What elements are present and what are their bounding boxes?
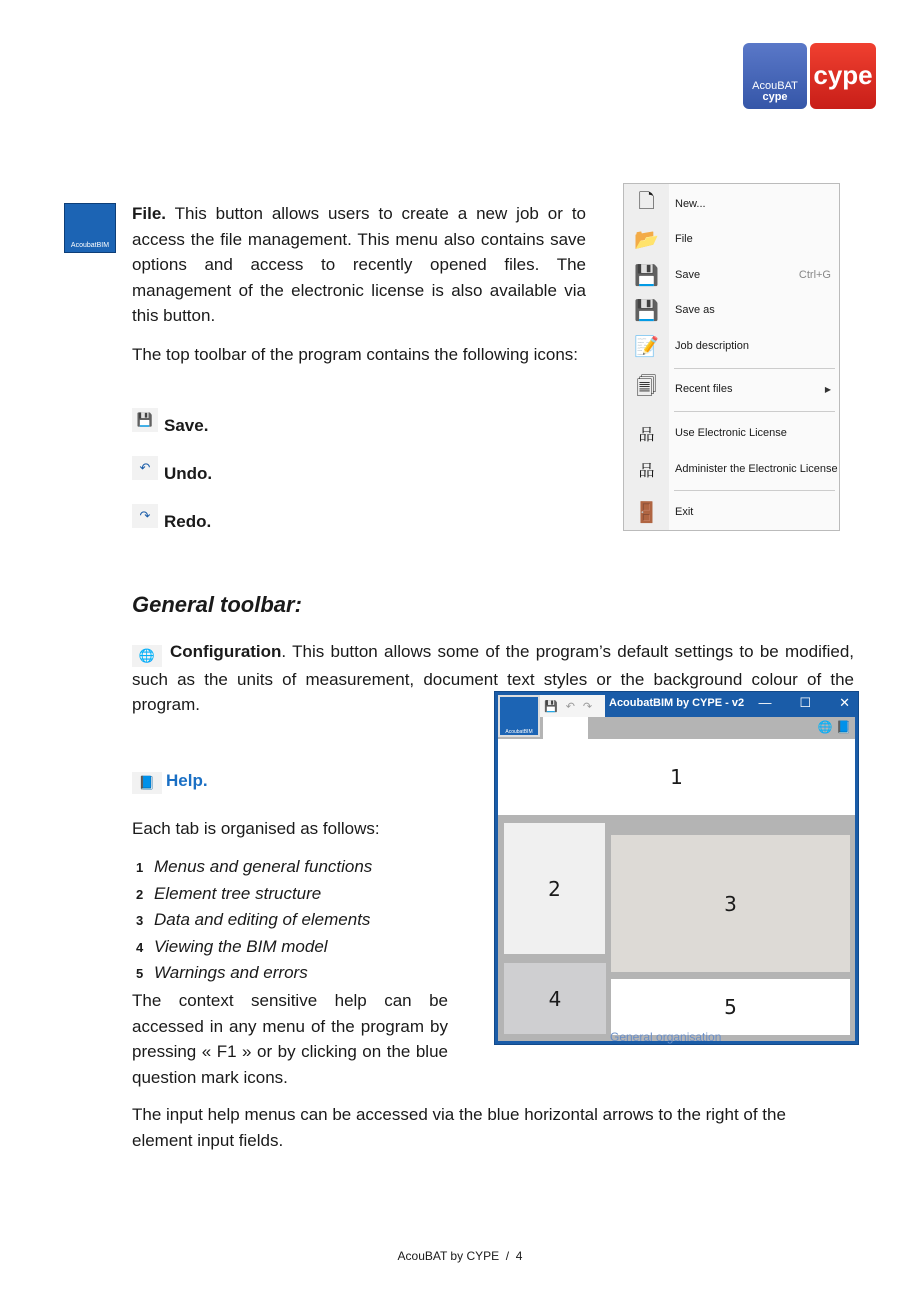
- menu-label: New...: [675, 198, 706, 210]
- save-as-icon: 💾: [634, 299, 659, 322]
- globe-config-icon: 🌐: [132, 645, 162, 667]
- list-item: [132, 960, 372, 987]
- tab-intro: Each tab is organised as follows:: [132, 819, 380, 838]
- tool-save: [132, 408, 212, 456]
- redo-icon: ↷: [132, 504, 158, 528]
- menu-item-recent-files[interactable]: [624, 375, 839, 403]
- list-number: 5: [136, 966, 144, 981]
- tool-label: Redo.: [164, 512, 212, 531]
- window-title: AcoubatBIM by CYPE - v2: [609, 697, 745, 709]
- logo-text: AcouBAT: [752, 80, 798, 92]
- save-icon: 💾: [634, 264, 659, 287]
- recent-files-icon: 🗐: [636, 376, 657, 398]
- menu-shortcut: Ctrl+G: [798, 269, 831, 281]
- new-document-icon: 🗋: [638, 191, 655, 213]
- menu-label: Save: [675, 269, 701, 281]
- save-icon: 💾: [132, 408, 158, 432]
- menu-item-save-as[interactable]: [624, 296, 839, 324]
- globe-config-icon[interactable]: 🌐: [817, 720, 833, 734]
- tool-label: Undo.: [164, 464, 213, 483]
- close-icon[interactable]: ✕: [839, 695, 850, 710]
- list-number: 2: [136, 886, 144, 902]
- app-icon-label: AcoubatBIM: [505, 729, 533, 735]
- menu-item-file[interactable]: [624, 225, 839, 253]
- panel-1: 1: [498, 739, 855, 815]
- section-heading: General toolbar:: [132, 592, 302, 617]
- undo-icon: ↶: [565, 700, 575, 713]
- list-text: Viewing the BIM model: [154, 936, 328, 956]
- help-book-icon: 📘: [132, 772, 162, 794]
- menu-label: Recent files: [675, 383, 733, 395]
- list-item: [132, 881, 372, 908]
- menu-item-administer-license[interactable]: [624, 455, 839, 483]
- logo-sub: cype: [762, 91, 788, 103]
- undo-icon: ↶: [132, 456, 158, 480]
- network-license-icon: 品: [638, 426, 655, 444]
- file-description: [132, 201, 586, 329]
- panel-5: 5: [611, 979, 850, 1035]
- figure-caption: General organisation: [610, 1030, 722, 1044]
- submenu-arrow-icon: ▶: [824, 384, 831, 394]
- app-file-button-icon: [64, 203, 116, 253]
- config-title: Configuration: [170, 642, 282, 661]
- menu-item-exit[interactable]: [624, 498, 839, 526]
- list-text: Data and editing of elements: [154, 910, 371, 929]
- list-text: Warnings and errors: [154, 963, 308, 982]
- help-book-icon[interactable]: 📘: [836, 720, 851, 734]
- quick-toolbar: [540, 695, 605, 717]
- help-entry: [132, 768, 208, 794]
- menu-label: Save as: [675, 304, 715, 316]
- file-menu: [623, 183, 840, 531]
- maximize-icon[interactable]: ☐: [799, 695, 812, 710]
- acoubat-logo: [743, 43, 807, 109]
- config-help-icons: [818, 720, 851, 734]
- menu-item-job-description[interactable]: [624, 332, 839, 360]
- file-section: [132, 201, 586, 367]
- tool-label: Save.: [164, 416, 209, 435]
- panel-4: 4: [504, 963, 606, 1034]
- window-body: [498, 717, 855, 1044]
- file-title: File.: [132, 204, 167, 223]
- list-item: [132, 934, 372, 961]
- cype-logo: cype: [810, 43, 876, 109]
- input-help-text: The input help menus can be accessed via the blue horizontal arrows to the right of the element input fields.: [132, 1105, 786, 1150]
- list-item: [132, 854, 372, 881]
- exit-door-icon: 🚪: [634, 501, 659, 524]
- save-icon: 💾: [544, 700, 558, 713]
- list-text: Menus and general functions: [154, 857, 373, 876]
- config-text: . This button allows some of the program’s default settings to be modified, such as the units of measurement, document text styles or the background colour of the program.: [132, 642, 854, 715]
- menu-label: Job description: [675, 340, 749, 352]
- list-number: 4: [136, 939, 144, 955]
- menu-item-save[interactable]: [624, 261, 839, 289]
- menu-label: Use Electronic License: [675, 427, 787, 439]
- app-icon-label: AcoubatBIM: [70, 242, 110, 249]
- page-footer: AcouBAT by CYPE / 4: [397, 1249, 523, 1263]
- logo: [743, 43, 876, 109]
- job-description-icon: 📝: [634, 335, 659, 358]
- panel-3: 3: [611, 835, 850, 972]
- app-icon: [498, 695, 540, 737]
- help-title[interactable]: Help.: [166, 771, 208, 790]
- list-item: [132, 907, 372, 934]
- menu-label: Administer the Electronic License: [675, 463, 838, 475]
- tool-undo: [132, 456, 212, 504]
- network-admin-icon: 品: [638, 462, 655, 480]
- menu-label: File: [675, 233, 693, 245]
- open-folder-icon: 📂: [634, 228, 659, 251]
- context-help-text: The context sensitive help can be accessed in any menu of the program by pressing « F1 » or by clicking on the blue question mark icons.: [132, 991, 448, 1087]
- tool-list: [132, 408, 212, 552]
- redo-icon: ↷: [582, 700, 593, 713]
- list-text: Element tree structure: [154, 883, 322, 903]
- toolbar-intro: The top toolbar of the program contains the following icons:: [132, 344, 579, 364]
- file-text: This button allows users to create a new job or to access the file management. This menu also contains save options and access to recently opened files. The management of the electronic license is also available via this button.: [132, 204, 586, 325]
- list-number: 3: [136, 913, 144, 928]
- menu-item-use-license[interactable]: [624, 419, 839, 447]
- menu-item-new[interactable]: [624, 190, 839, 218]
- window-controls: [758, 695, 850, 711]
- minimize-icon[interactable]: —: [758, 695, 772, 710]
- tool-redo: [132, 504, 212, 552]
- tab-structure-list: [132, 854, 372, 987]
- app-window-screenshot: [494, 691, 859, 1045]
- menu-label: Exit: [675, 506, 694, 518]
- panel-2: 2: [504, 823, 605, 954]
- list-number: 1: [136, 860, 144, 875]
